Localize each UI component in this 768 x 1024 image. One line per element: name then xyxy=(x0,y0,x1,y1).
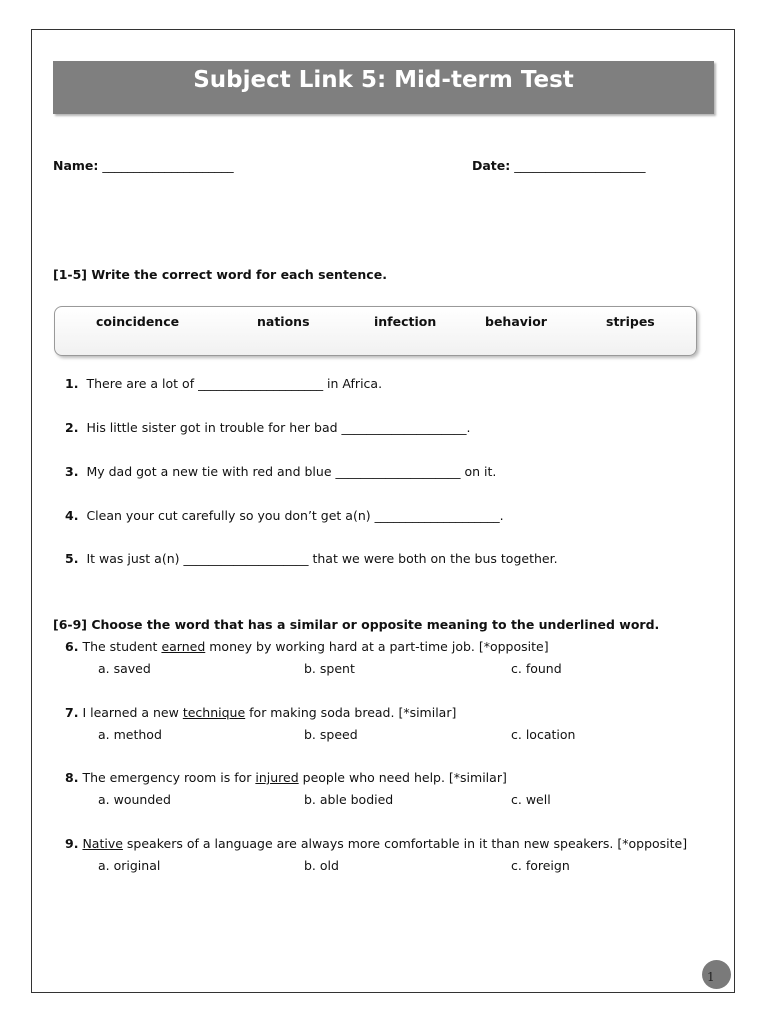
option-c[interactable]: c. location xyxy=(511,727,576,742)
question-6 xyxy=(65,639,549,654)
question-number: 6. xyxy=(65,639,79,654)
answer-blank[interactable]: ____________________ xyxy=(198,376,324,391)
question-7 xyxy=(65,705,456,720)
option-a[interactable]: a. method xyxy=(98,727,162,742)
page-number: 1 xyxy=(707,970,715,984)
underlined-word: earned xyxy=(161,639,206,654)
option-c[interactable]: c. found xyxy=(511,661,562,676)
question-text: money by working hard at a part-time job. [*opposite] xyxy=(205,639,549,654)
word-bank-item: coincidence xyxy=(96,314,180,329)
option-b[interactable]: b. able bodied xyxy=(304,792,394,807)
option-a[interactable]: a. saved xyxy=(98,661,151,676)
question-2 xyxy=(65,420,471,435)
name-field xyxy=(53,158,234,173)
question-9 xyxy=(65,836,687,851)
answer-blank[interactable]: ____________________ xyxy=(183,551,309,566)
answer-blank[interactable]: ____________________. xyxy=(374,508,504,523)
date-field xyxy=(472,158,646,173)
page-title: Subject Link 5: Mid-term Test xyxy=(193,67,574,93)
question-8 xyxy=(65,770,507,785)
question-number: 5. xyxy=(65,551,79,566)
question-text: that we were both on the bus together. xyxy=(308,551,558,566)
underlined-word: Native xyxy=(82,836,123,851)
question-number: 4. xyxy=(65,508,79,523)
option-b[interactable]: b. spent xyxy=(304,661,355,676)
underlined-word: technique xyxy=(182,705,246,720)
question-text: There are a lot of xyxy=(86,376,199,391)
question-text: speakers of a language are always more comfortable in it than new speakers. [*opposite] xyxy=(122,836,688,851)
option-c[interactable]: c. well xyxy=(511,792,551,807)
underlined-word: injured xyxy=(255,770,299,785)
option-b[interactable]: b. speed xyxy=(304,727,358,742)
name-label: Name: xyxy=(53,158,99,173)
question-number: 3. xyxy=(65,464,79,479)
section1-heading: [1-5] Write the correct word for each sentence. xyxy=(53,267,387,282)
option-a[interactable]: a. wounded xyxy=(98,792,171,807)
word-bank-item: infection xyxy=(374,314,437,329)
answer-blank[interactable]: ____________________. xyxy=(341,420,471,435)
question-number: 8. xyxy=(65,770,79,785)
question-number: 7. xyxy=(65,705,79,720)
word-bank-item: nations xyxy=(257,314,310,329)
word-bank-item: behavior xyxy=(485,314,547,329)
question-text: in Africa. xyxy=(323,376,383,391)
question-text: on it. xyxy=(460,464,497,479)
question-text: The emergency room is for xyxy=(82,770,256,785)
question-text: people who need help. [*similar] xyxy=(298,770,507,785)
question-text: His little sister got in trouble for her bad xyxy=(86,420,342,435)
word-bank-box xyxy=(54,306,697,356)
option-a[interactable]: a. original xyxy=(98,858,161,873)
section2-heading: [6-9] Choose the word that has a similar or opposite meaning to the underlined word. xyxy=(53,617,660,632)
date-blank[interactable]: _____________________ xyxy=(514,158,646,173)
question-5 xyxy=(65,551,558,566)
name-blank[interactable]: _____________________ xyxy=(102,158,234,173)
question-number: 2. xyxy=(65,420,79,435)
question-text: My dad got a new tie with red and blue xyxy=(86,464,336,479)
answer-blank[interactable]: ____________________ xyxy=(335,464,461,479)
question-text: I learned a new xyxy=(82,705,183,720)
question-text: Clean your cut carefully so you don’t get a(n) xyxy=(86,508,375,523)
title-banner xyxy=(53,61,714,114)
option-c[interactable]: c. foreign xyxy=(511,858,570,873)
question-number: 9. xyxy=(65,836,79,851)
page-number-badge xyxy=(702,960,731,989)
date-label: Date: xyxy=(472,158,511,173)
question-3 xyxy=(65,464,496,479)
question-1 xyxy=(65,376,382,391)
question-text: for making soda bread. [*similar] xyxy=(245,705,457,720)
question-4 xyxy=(65,508,504,523)
option-b[interactable]: b. old xyxy=(304,858,339,873)
word-bank-item: stripes xyxy=(606,314,655,329)
question-text: The student xyxy=(82,639,162,654)
question-number: 1. xyxy=(65,376,79,391)
question-text: It was just a(n) xyxy=(86,551,184,566)
